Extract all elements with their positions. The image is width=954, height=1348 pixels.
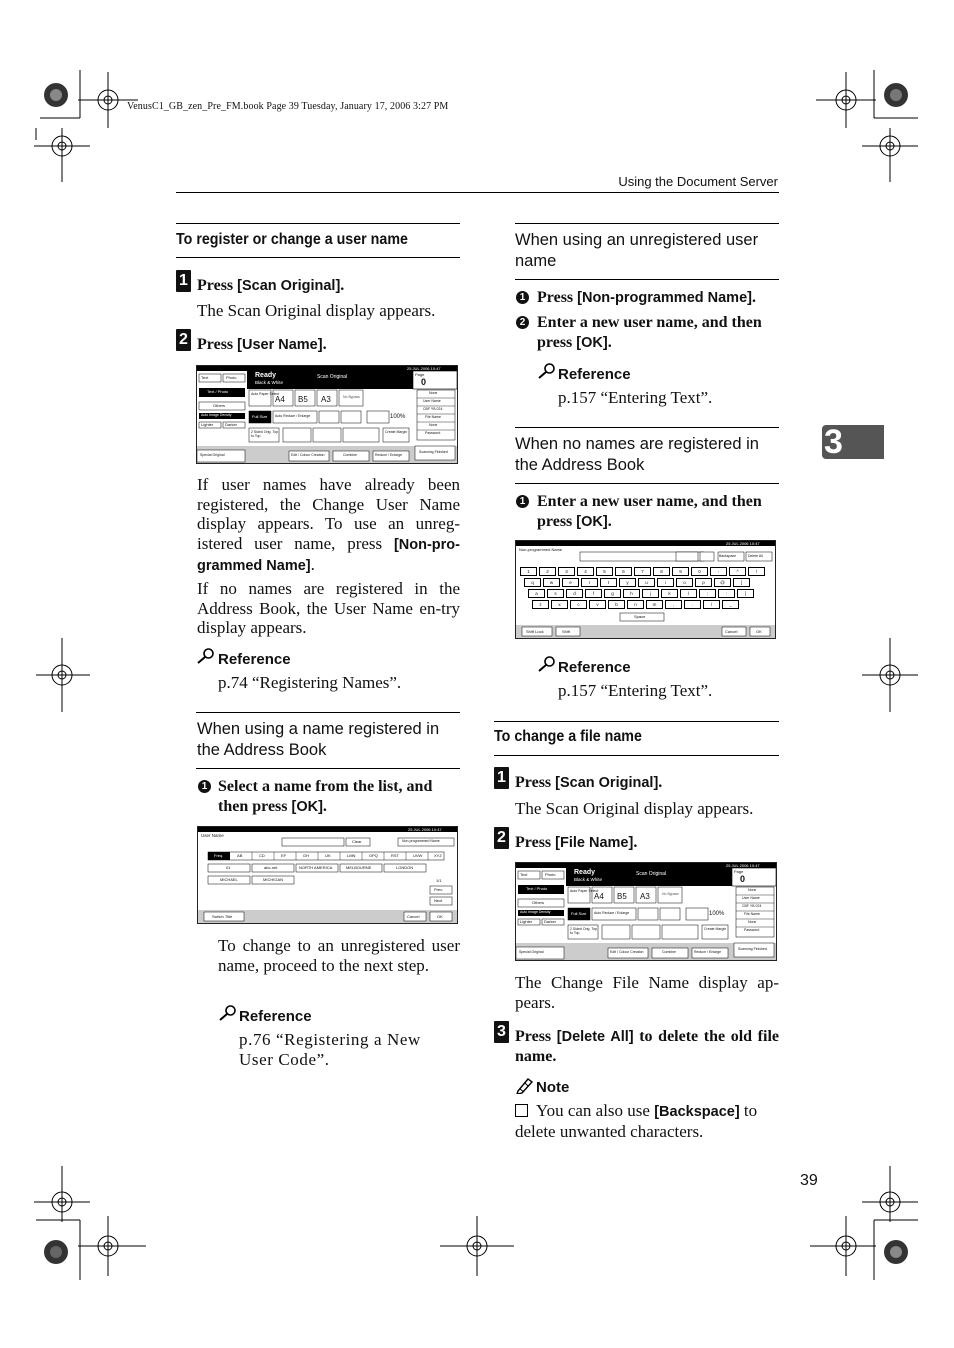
kb-key: m — [646, 600, 663, 609]
kb-key: n — [627, 600, 644, 609]
scan-paper-auto: Auto Paper Select — [251, 392, 280, 396]
users-date: 25 JUL 2006 10:47 — [408, 827, 442, 832]
scan-page-value: 0 — [740, 874, 746, 884]
users-ok: OK — [437, 914, 443, 919]
reference-title: Reference — [558, 366, 631, 383]
scan-page-label: Page — [734, 869, 744, 874]
scan-page-label: Page — [415, 372, 425, 377]
scan-ready: Ready — [574, 869, 596, 876]
kb-key: 8 — [653, 567, 670, 576]
checkbox-icon — [515, 1104, 528, 1117]
kb-key: l — [680, 589, 697, 598]
section2-bottom-rule — [494, 755, 779, 756]
kb-shift-lock: Shift Lock — [526, 629, 544, 634]
scan-full-size: Full Size — [571, 911, 587, 916]
users-entry: MELBOURNE — [346, 865, 372, 870]
scan-btn-lighter: Lighter — [520, 919, 533, 924]
pencil-note-icon — [515, 1076, 535, 1094]
scan-btn-auto-density: Auto Image Density — [520, 910, 551, 914]
kb-key: j — [642, 589, 659, 598]
scan-paper-bypass: No Bypass — [662, 892, 679, 896]
kb-key: i — [657, 578, 674, 587]
sub1-step1-text: Select a name from the list, and then press [OK]. — [218, 778, 433, 815]
scan-2sided: 2 Sided Orig. Top to Top — [251, 430, 278, 438]
sub1-bottom-rule — [196, 768, 460, 769]
users-cancel: Cancel — [407, 914, 420, 919]
kb-key: u — [638, 578, 655, 587]
magnifier-icon — [196, 647, 216, 665]
kb-key: 0 — [691, 567, 708, 576]
scan-screen-graphic — [516, 863, 776, 960]
sub-step-badge: 1 — [198, 780, 211, 793]
step-badge: 3 — [494, 1021, 509, 1043]
scan-right-none2: None — [748, 920, 757, 924]
users-entry: MICHIGAN — [263, 877, 283, 882]
scan-paper-a4: A4 — [275, 395, 285, 404]
scan-paper-b5: B5 — [298, 395, 308, 404]
sub3-title: When no names are registered in the Address Book — [515, 435, 759, 474]
kb-key: x — [551, 600, 568, 609]
scan-ratio: 100% — [390, 414, 406, 420]
scan-btn-auto-density: Auto Image Density — [201, 413, 232, 417]
scan-auto-reduce: Auto Reduce / Enlarge — [275, 414, 311, 418]
f-step2-text: Press [File Name]. — [515, 834, 638, 851]
kb-key: ; — [699, 589, 716, 598]
step-badge: 1 — [494, 767, 509, 789]
scan-right-none: None — [429, 391, 438, 395]
section1-title: To register or change a user name — [176, 231, 408, 248]
scan-paper-b5: B5 — [617, 892, 627, 901]
sub-step-badge: 2 — [516, 316, 529, 329]
kb-key: , — [665, 600, 682, 609]
kb-shift: Shift — [562, 629, 571, 634]
scan-right-none2: None — [429, 423, 438, 427]
magnifier-icon — [537, 362, 557, 380]
users-switch-title: Switch Title — [212, 914, 233, 919]
kb-key: f — [585, 589, 602, 598]
step1-body: The Scan Original display appears. — [197, 301, 436, 320]
kb-key: 7 — [634, 567, 651, 576]
section2-top-rule — [494, 721, 779, 722]
kb-key: p — [695, 578, 712, 587]
step-badge: 2 — [176, 329, 191, 351]
kb-key: b — [608, 600, 625, 609]
kb-key: w — [543, 578, 560, 587]
users-tab-ab: AB — [237, 853, 243, 858]
scan-right-password: Password — [744, 928, 760, 932]
users-next: Next — [434, 898, 443, 903]
kb-key: g — [604, 589, 621, 598]
users-tab-opq: OPQ — [369, 853, 378, 858]
kb-key: d — [566, 589, 583, 598]
users-entry: NORTH AMERICA — [299, 865, 333, 870]
reference-title: Reference — [218, 651, 291, 668]
kb-key: 6 — [615, 567, 632, 576]
users-tab-ef: EF — [281, 853, 287, 858]
scan-combine: Combine — [662, 950, 677, 954]
file-header: VenusC1_GB_zen_Pre_FM.book Page 39 Tuesday, January 17, 2006 3:27 PM — [127, 101, 449, 112]
users-tab-rst: RST — [391, 853, 399, 858]
scan-right-filename: File Name — [425, 415, 441, 419]
kb-key: . — [684, 600, 701, 609]
scan-full-size: Full Size — [252, 414, 268, 419]
scan-btn-darker: Darker — [544, 919, 557, 924]
sub2-top-rule — [515, 223, 779, 224]
magnifier-icon — [218, 1004, 238, 1022]
reference-link[interactable]: p.157 “Entering Text”. — [558, 388, 713, 407]
scan-finished: Scanning Finished — [419, 450, 448, 454]
kb-key: k — [661, 589, 678, 598]
reference-link[interactable]: p.157 “Entering Text”. — [558, 681, 713, 700]
section2-title: To change a file name — [494, 728, 642, 745]
users-tab-xyz: XYZ — [434, 853, 442, 858]
scan-auto-reduce: Auto Reduce / Enlarge — [594, 911, 630, 915]
kb-key: 4 — [577, 567, 594, 576]
kb-cancel: Cancel — [725, 629, 738, 634]
keyboard-screen — [515, 540, 776, 639]
kb-ok: OK — [756, 629, 762, 634]
kb-key: c — [570, 600, 587, 609]
scan-paper-auto: Auto Paper Select — [570, 889, 599, 893]
s3-step1-text: Enter a new user name, and then press [OK]. — [537, 493, 762, 530]
kb-key: 5 — [596, 567, 613, 576]
para-proceed: To change to an unregistered user name, proceed to the next step. — [218, 936, 460, 975]
users-tab-cd: CD — [259, 853, 265, 858]
scan-special-original: Special Original — [519, 950, 544, 954]
kb-key: q — [524, 578, 541, 587]
kb-space: Space — [634, 614, 646, 619]
kb-key: 1 — [520, 567, 537, 576]
scan-btn-text: Text — [201, 375, 209, 380]
scan-ready-sub: Black & White — [255, 380, 284, 385]
sub1-top-rule — [196, 712, 460, 713]
para-no-names: If no names are registered in the Address Book, the User Name en-try display appears. — [197, 579, 460, 638]
reference-title: Reference — [558, 659, 631, 676]
scan-finished: Scanning Finished — [738, 947, 767, 951]
kb-key: 3 — [558, 567, 575, 576]
scan-create-margin: Create Margin — [385, 430, 408, 434]
scan-create-margin: Create Margin — [704, 927, 727, 931]
scan-original-screen — [515, 862, 777, 961]
kb-key: a — [528, 589, 545, 598]
kb-key: y — [619, 578, 636, 587]
kb-backspace: Backspace — [719, 554, 737, 558]
scan-btn-text: Text — [520, 872, 528, 877]
scan-original-screen — [196, 365, 458, 464]
scan-date: 25 JUL 2006 10:47 — [726, 863, 760, 868]
reference-link[interactable]: p.76 “Registering a New User Code”. — [239, 1030, 421, 1069]
kb-key: 2 — [539, 567, 556, 576]
scan-right-none: None — [748, 888, 757, 892]
step-badge: 1 — [176, 270, 191, 292]
section1-bottom-rule — [176, 257, 460, 258]
scan-right-filename: File Name — [744, 912, 760, 916]
kb-title: Non-programmed Name — [519, 547, 563, 552]
f-step1-text: Press [Scan Original]. — [515, 774, 663, 791]
scan-edit-colour: Edit / Colour Creation — [610, 950, 644, 954]
scan-reduce-enlarge: Reduce / Enlarge — [694, 950, 722, 954]
para-change-file-name: The Change File Name display ap-pears. — [515, 973, 779, 1012]
sub-step-badge: 1 — [516, 495, 529, 508]
users-tab-gh: GH — [303, 853, 309, 858]
magnifier-icon — [537, 655, 557, 673]
scan-title: Scan Original — [636, 871, 667, 877]
scan-btn-lighter: Lighter — [201, 422, 214, 427]
scan-2sided: 2 Sided Orig. Top to Top — [570, 927, 597, 935]
scan-paper-a3: A3 — [640, 892, 650, 901]
scan-right-username: User Name — [423, 399, 441, 403]
scan-btn-darker: Darker — [225, 422, 238, 427]
kb-key: e — [562, 578, 579, 587]
kb-key: ] — [737, 589, 754, 598]
kb-key: t — [600, 578, 617, 587]
kb-key: \ — [748, 567, 765, 576]
scan-page-value: 0 — [421, 377, 427, 387]
users-nonprog: Non-programmed Name — [402, 839, 440, 843]
page-number: 39 — [800, 1172, 818, 1189]
step2-text: Press [User Name]. — [197, 336, 327, 353]
scan-btn-others: Others — [213, 403, 226, 408]
users-prev: Prev. — [434, 887, 444, 892]
kb-key: o — [676, 578, 693, 587]
users-tab-freq: Freq. — [214, 853, 224, 858]
scan-screen-graphic — [197, 366, 457, 463]
kb-key: h — [623, 589, 640, 598]
scan-reduce-enlarge: Reduce / Enlarge — [375, 453, 403, 457]
scan-date: 25 JUL 2006 10:47 — [407, 366, 441, 371]
sub1-title: When using a name registered in the Address Book — [197, 720, 440, 759]
reference-title: Reference — [239, 1008, 312, 1025]
step1-text: Press [Scan Original]. — [197, 277, 345, 294]
s2-step2-text: Enter a new user name, and then press [OK]. — [537, 314, 762, 351]
s2-step1-text: Press [Non-programmed Name]. — [537, 289, 756, 306]
scan-right-code: CBF YB 024 — [423, 407, 443, 411]
note-item: You can also use [Backspace] to delete unwanted characters. — [515, 1101, 758, 1141]
kb-key: z — [532, 600, 549, 609]
scan-right-code: CBF YB 024 — [742, 904, 762, 908]
kb-key: _ — [722, 600, 739, 609]
kb-key: 9 — [672, 567, 689, 576]
kb-key: - — [710, 567, 727, 576]
users-entry: LONDON — [396, 865, 414, 870]
scan-combine: Combine — [343, 453, 358, 457]
scan-paper-a3: A3 — [321, 395, 331, 404]
users-title: User Name — [201, 833, 224, 838]
para-change-user-name: If user names have already been registered, the Change User Name display appears. To use an unreg-istered user name, press [Non-pro-grammed Name]. — [197, 475, 460, 575]
scan-ready: Ready — [255, 372, 277, 379]
scan-right-password: Password — [425, 431, 441, 435]
sub3-bottom-rule — [515, 483, 779, 484]
user-name-screen — [197, 826, 458, 924]
kb-key: : — [718, 589, 735, 598]
scan-edit-colour: Edit / Colour Creation — [291, 453, 325, 457]
scan-ratio: 100% — [709, 911, 725, 917]
kb-key: ^ — [729, 567, 746, 576]
f-step3-text: Press [Delete All] to delete the old file name. — [515, 1028, 780, 1065]
scan-btn-text-photo: Text / Photo — [207, 389, 229, 394]
chapter-tab: 3 — [822, 425, 884, 459]
sub-step-badge: 1 — [516, 291, 529, 304]
users-clear: Clear — [352, 839, 362, 844]
users-entry: abc-net — [264, 865, 278, 870]
scan-title: Scan Original — [317, 374, 348, 380]
scan-paper-a4: A4 — [594, 892, 604, 901]
users-counter: 1/1 — [436, 878, 442, 883]
sub3-top-rule — [515, 427, 779, 428]
scan-special-original: Special Original — [200, 453, 225, 457]
scan-btn-photo: Photo — [226, 375, 237, 380]
kb-key: v — [589, 600, 606, 609]
scan-ready-sub: Black & White — [574, 877, 603, 882]
users-tab-ijk: IJK — [325, 853, 331, 858]
note-title: Note — [536, 1079, 570, 1096]
running-head: Using the Document Server — [618, 174, 778, 189]
kb-key: r — [581, 578, 598, 587]
reference-link[interactable]: p.74 “Registering Names”. — [218, 673, 402, 692]
kb-delete-all: Delete All — [748, 554, 763, 558]
scan-btn-text-photo: Text / Photo — [526, 886, 548, 891]
users-entry: MICHAEL — [220, 877, 238, 882]
scan-btn-others: Others — [532, 900, 545, 905]
scan-btn-photo: Photo — [545, 872, 556, 877]
kb-key: s — [547, 589, 564, 598]
scan-right-username: User Name — [742, 896, 760, 900]
step-badge: 2 — [494, 827, 509, 849]
sub2-bottom-rule — [515, 279, 779, 280]
users-tab-uvw: UVW — [413, 853, 423, 858]
users-tab-lmn: LMN — [347, 853, 356, 858]
header-rule — [176, 192, 779, 193]
f-step1-body: The Scan Original display appears. — [515, 799, 754, 818]
kb-key: / — [703, 600, 720, 609]
section1-top-rule — [176, 223, 460, 224]
users-entry: 01 — [226, 865, 231, 870]
scan-paper-bypass: No Bypass — [343, 395, 360, 399]
kb-key: [ — [733, 578, 750, 587]
kb-date: 25 JUL 2006 10:47 — [726, 541, 760, 546]
sub2-title: When using an unregistered user name — [515, 231, 759, 270]
kb-key: @ — [714, 578, 731, 587]
